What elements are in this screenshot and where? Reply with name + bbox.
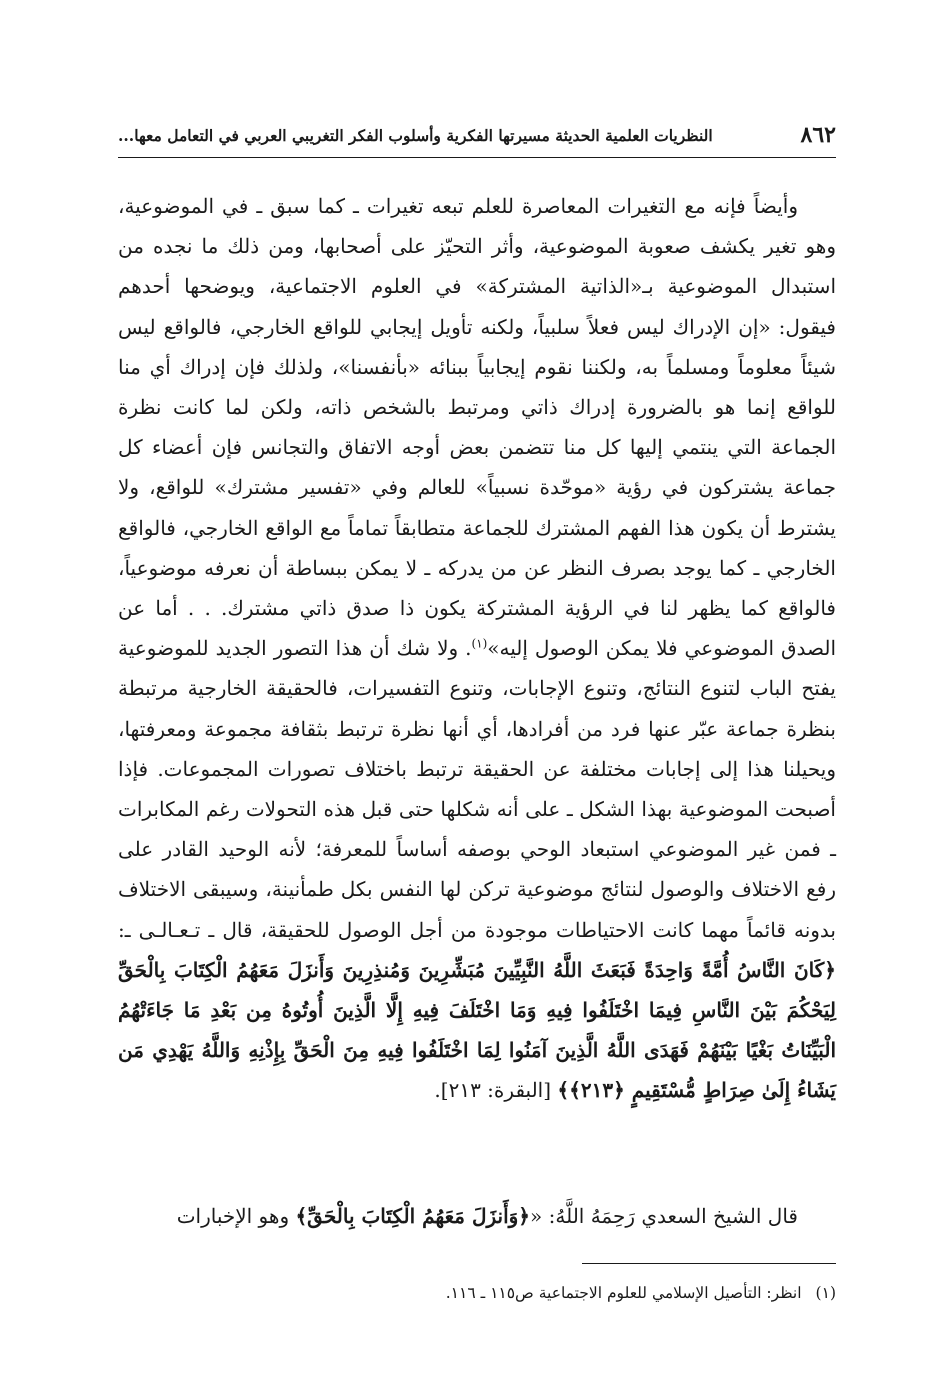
paragraph-2-text-continued: وهو الإخبارات — [176, 1204, 296, 1228]
footnote-number: (١) — [815, 1284, 836, 1302]
paragraph-2-text: قال الشيخ السعدي رَحِمَهُ اللَّهُ: « — [530, 1204, 798, 1228]
paragraph — [118, 186, 836, 1111]
footnote-text: انظر: التأصيل الإسلامي للعلوم الاجتماعية ص١١٥ ـ ١١٦. — [445, 1284, 802, 1302]
paragraph-text: وأيضاً فإنه مع التغيرات المعاصرة للعلم تبعه تغيرات ـ كما سبق ـ في الموضوعية، وهو تغير يكشف صعوبة الموضوعية، وأثر التحيّز على أصحابها، ومن ذلك ما نجده من استبدال الموضوعية بـ«الذاتية المشتركة» في العلوم الاجتماعية، ويوضحها أحدهم فيقول: «إن الإدراك ليس فعلاً سلبياً، ولكنه تأويل إيجابي للواقع الخارجي، فالواقع ليس شيئاً معلوماً ومسلماً به، ولكننا نقوم إيجابياً ببنائه «بأنفسنا»، ولذلك فإن إدراك أي منا للواقع إنما هو بالضرورة إدراك ذاتي ومرتبط بالشخص ذاته، ولكن لما كانت نظرة الجماعة التي ينتمي إليها كل منا تتضمن بعض أوجه الاتفاق والتجانس فإن أعضاء كل جماعة يشتركون في رؤية «موحّدة نسبياً» للعالم وفي «تفسير مشترك» للواقع، ولا يشترط أن يكون هذا الفهم المشترك للجماعة متطابقاً تماماً مع الواقع الخارجي، فالواقع الخارجي ـ كما يوجد بصرف النظر عن من يدركه ـ لا يمكن ببساطة أن نعرفه موضوعياً، فالواقع كما يظهر لنا في الرؤية المشتركة يكون ذا صدق ذاتي مشترك. . . أما عن الصدق الموضوعي فلا يمكن الوصول إليه» — [118, 194, 837, 661]
main-text — [118, 186, 836, 1111]
running-title: النظريات العلمية الحديثة مسيرتها الفكرية وأسلوب الفكر التغريبي العربي في التعامل معها... — [118, 126, 713, 145]
verse-citation: [البقرة: ٢١٣]. — [434, 1078, 558, 1103]
page-number: ٨٦٢ — [800, 122, 836, 148]
quran-quote: ﴿وَأَنزَلَ مَعَهُمُ الْكِتَابَ بِالْحَقِّ﴾ — [295, 1204, 531, 1228]
page-header — [118, 122, 836, 156]
footnote-divider — [582, 1263, 836, 1264]
quran-verse: ﴿كَانَ النَّاسُ أُمَّةً وَاحِدَةً فَبَعَثَ اللَّهُ النَّبِيِّينَ مُبَشِّرِينَ وَمُنذِرِينَ وَأَنزَلَ مَعَهُمُ الْكِتَابَ بِالْحَقِّ لِيَحْكُمَ بَيْنَ النَّاسِ فِيمَا اخْتَلَفُوا فِيهِ وَمَا اخْتَلَفَ فِيهِ إِلَّا الَّذِينَ أُوتُوهُ مِن بَعْدِ مَا جَاءَتْهُمُ الْبَيِّنَاتُ بَغْيًا بَيْنَهُمْ فَهَدَى اللَّهُ الَّذِينَ آمَنُوا لِمَا اخْتَلَفُوا فِيهِ مِنَ الْحَقِّ بِإِذْنِهِ وَاللَّهُ يَهْدِي مَن يَشَاءُ إِلَىٰ صِرَاطٍ مُّسْتَقِيمٍ ﴿٢١٣﴾﴾ — [118, 957, 836, 1103]
paragraph-2 — [118, 1196, 836, 1236]
header-divider — [118, 157, 836, 158]
paragraph-text-continued: . ولا شك أن هذا التصور الجديد للموضوعية يفتح الباب لتنوع النتائج، وتنوع الإجابات، وتنوع التفسيرات، فالحقيقة الخارجية مرتبطة بنظرة جماعة عبّر عنها فرد من أفرادها، أي أنها نظرة ترتبط بثقافة مجموعة ومعرفتها، ويحيلنا هذا إلى إجابات مختلفة عن الحقيقة ترتبط باختلاف تصورات المجموعات. فإذا أصبحت الموضوعية بهذا الشكل ـ على أنه شكلها حتى قبل هذه التحولات رغم المكابرات ـ فمن غير الموضوعي استبعاد الوحي بوصفه أساساً للمعرفة؛ لأنه الوحيد القادر على رفع الاختلاف والوصول لنتائج موضوعية تركن لها النفس بكل طمأنينة، وسيبقى الاختلاف بدونه قائماً مهما كانت الاحتياطات موجودة من أجل الوصول للحقيقة، قال ـ تـعـالـى ـ: — [118, 636, 836, 942]
footnote-reference: (١) — [471, 636, 488, 651]
footnote — [118, 1280, 836, 1306]
